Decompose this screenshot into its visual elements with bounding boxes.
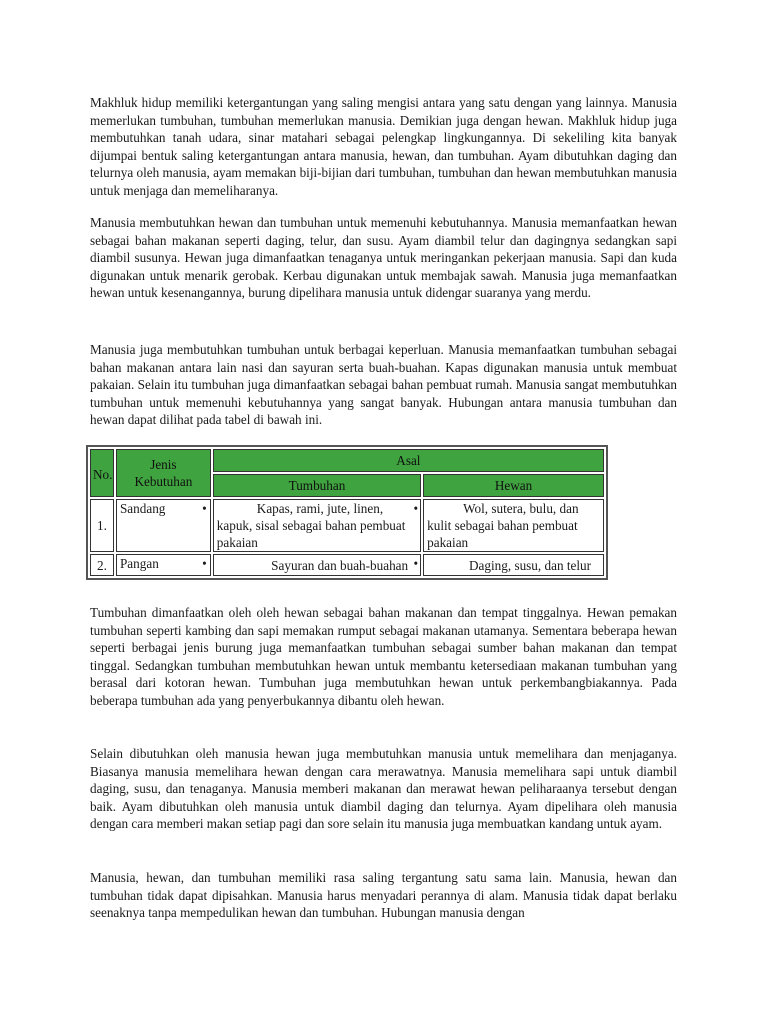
tumbuhan-text: Sayuran dan buah-buahan [271, 557, 409, 573]
table-cell-tumbuhan [213, 554, 421, 576]
paragraph-plants-animals: Tumbuhan dimanfaatkan oleh oleh hewan sebagai bahan makanan dan tempat tinggalnya. Hewan pemakan tumbuhan seperti kambing dan sapi memakan rumput sebagai makanan utamanya. Sementara beberapa hewan seperti berbagai jenis burung juga memanfaatkan tumbuhan sebagai sumber bahan makanan dan tempat tinggal. Sedangkan tumbuhan membutuhkan hewan untuk membantu ketersediaan makanan tumbuhan yang berasal dari kotoran hewan. Tumbuhan juga membutuhkan hewan untuk perkembangbiakannya. Pada beberapa tumbuhan ada yang penyerbukannya dibantu oleh hewan. [90, 605, 677, 708]
paragraph-human-needs-animals: Manusia membutuhkan hewan dan tumbuhan untuk memenuhi kebutuhannya. Manusia memanfaatkan hewan sebagai bahan makanan seperti daging, telur, dan susu. Ayam diambil telur dan dagingnya sedangkan sapi diambil susunya. Hewan juga dimanfaatkan tenaganya untuk meringankan pekerjaan manusia. Sapi dan kuda digunakan untuk menarik gerobak. Kerbau digunakan untuk membajak sawah. Manusia juga memanfaatkan hewan untuk kesenangannya, burung dipelihara manusia untuk didengar suaranya yang merdu. [90, 215, 677, 301]
hewan-text: Daging, susu, dan telur [469, 557, 591, 573]
table-header-asal: Asal [213, 449, 604, 472]
bullet-icon: • [202, 501, 207, 516]
table-cell-no: 1. [90, 499, 114, 552]
jenis-label: Sandang [119, 501, 166, 516]
table-cell-hewan [423, 554, 604, 576]
needs-table [86, 445, 608, 580]
table-header-jenis: Jenis Kebutuhan [116, 449, 211, 497]
table-header-no: No. [90, 449, 114, 497]
tumbuhan-text: Kapas, rami, jute, linen, kapuk, sisal sebagai bahan pembuat pakaian [216, 501, 406, 550]
bullet-icon: • [413, 501, 419, 516]
table-header-hewan: Hewan [423, 474, 604, 497]
paragraph-human-needs-plants: Manusia juga membutuhkan tumbuhan untuk berbagai keperluan. Manusia memanfaatkan tumbuhan sebagai bahan makanan antara lain nasi dan sayuran serta buah-buahan. Kapas digunakan manusia untuk membuat pakaian. Selain itu tumbuhan juga dimanfaatkan sebagai bahan pembuat rumah. Manusia sangat membutuhkan tumbuhan untuk memenuhi kebutuhannya yang sangat banyak. Hubungan antara manusia tumbuhan dan hewan dapat dilihat pada tabel di bawah ini. [90, 342, 677, 428]
hewan-text: Wol, sutera, bulu, dan kulit sebagai bahan pembuat pakaian [427, 501, 579, 550]
jenis-label: Pangan [119, 556, 159, 571]
table-header-tumbuhan: Tumbuhan [213, 474, 421, 497]
paragraph-interdependence: Manusia, hewan, dan tumbuhan memiliki rasa saling tergantung satu sama lain. Manusia, hewan dan tumbuhan tidak dapat dipisahkan. Manusia harus menyadari perannya di alam. Manusia tidak dapat berlaku seenaknya tanpa mempedulikan hewan dan tumbuhan. Hubungan manusia dengan [90, 870, 677, 921]
table-cell-jenis [116, 554, 211, 576]
bullet-icon: • [202, 556, 207, 571]
table-cell-tumbuhan [213, 499, 421, 552]
paragraph-intro: Makhluk hidup memiliki ketergantungan yang saling mengisi antara yang satu dengan yang lainnya. Manusia memerlukan tumbuhan, tumbuhan memerlukan manusia. Demikian juga dengan hewan. Makhluk hidup juga membutuhkan tanah udara, sinar matahari sebagai pelengkap lingkungannya. Di sekeliling kita banyak dijumpai bentuk saling ketergantungan antara manusia, hewan, dan tumbuhan. Ayam dibutuhkan daging dan telurnya oleh manusia, ayam memakan biji-bijian dari tumbuhan, tumbuhan dan hewan membutuhkan manusia untuk menjaga dan memeliharanya. [90, 95, 677, 198]
table-cell-jenis [116, 499, 211, 552]
table-cell-hewan [423, 499, 604, 552]
table-row [90, 499, 604, 552]
table-row [90, 554, 604, 576]
paragraph-animals-need-humans: Selain dibutuhkan oleh manusia hewan juga membutuhkan manusia untuk memelihara dan menjaganya. Biasanya manusia memelihara hewan dengan cara merawatnya. Manusia memelihara sapi untuk diambil daging, susu, dan tenaganya. Manusia memberi makanan dan merawat hewan peliharaanya tersebut dengan baik. Ayam dibutuhkan oleh manusia untuk diambil daging dan telurnya. Ayam dipelihara oleh manusia dengan cara memberi makan setiap pagi dan sore selain itu manusia juga membuatkan kandang untuk ayam. [90, 746, 677, 832]
table-cell-no: 2. [90, 554, 114, 576]
bullet-icon: • [413, 556, 419, 571]
